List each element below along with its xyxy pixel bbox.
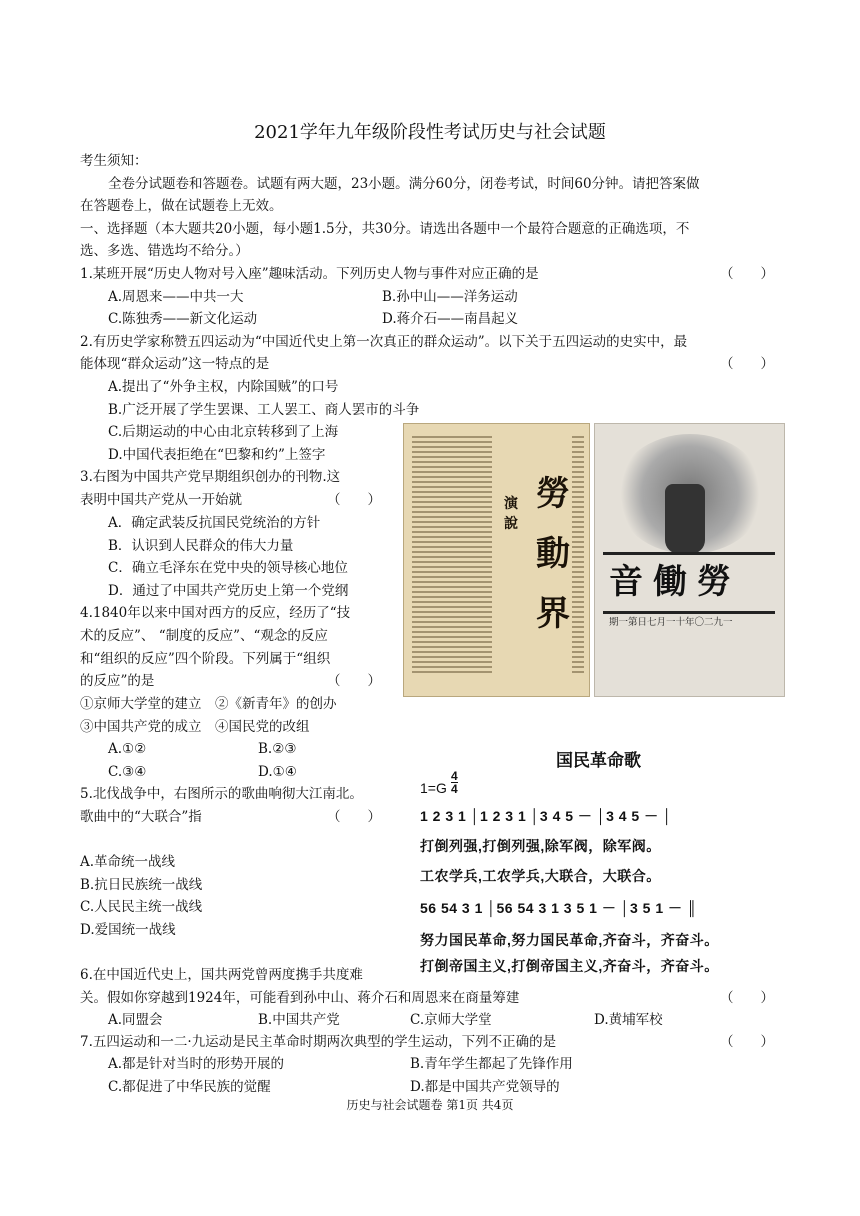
q3-option-b: B．认识到人民群众的伟大力量 [108,538,294,554]
q4-stem-1: 4.1840年以来中国对西方的反应，经历了“技 [80,605,351,621]
q5-option-b: B.抗日民族统一战线 [80,877,203,893]
q3-answer-paren: （ ） [327,492,381,508]
song-notes-1: 1 2 3 1 │1 2 3 1 │3 4 5 － │3 4 5 － │ [420,808,673,824]
page-footer: 历史与社会试题卷 第1页 共4页 [346,1098,514,1112]
page-title: 2021学年九年级阶段性考试历史与社会试题 [254,122,606,143]
q3-stem-2: 表明中国共产党从一开始就 [80,492,242,508]
notice-heading: 考生须知： [80,153,148,169]
q5-stem-2: 歌曲中的“大联合”指 [80,809,202,825]
q6-option-c: C.京师大学堂 [410,1012,492,1028]
q1-option-b: B.孙中山——洋务运动 [382,289,518,305]
notice-line-1: 全卷分试题卷和答题卷。试题有两大题，23小题。满分60分，闭卷考试，时间60分钟。请把答案做 [108,176,700,192]
q4-answer-paren: （ ） [327,673,381,689]
notice-line-2: 在答题卷上，做在试题卷上无效。 [80,198,283,214]
q2-option-d: D.中国代表拒绝在“巴黎和约”上签字 [108,447,326,463]
q4-option-b: B.②③ [258,741,297,757]
q1-option-a: A.周恩来——中共一大 [108,289,244,305]
q2-answer-paren: （ ） [720,356,774,372]
q5-stem-1: 5.北伐战争中，右图所示的歌曲响彻大江南北。 [80,786,363,802]
q6-stem-1: 6.在中国近代史上，国共两党曾两度携手共度难 [80,967,363,983]
q1-option-c: C.陈独秀——新文化运动 [108,311,258,327]
q1-option-d: D.蒋介石——南昌起义 [382,311,519,327]
q2-stem-1: 2.有历史学家称赞五四运动为“中国近代史上第一次真正的群众运动”。以下关于五四运动的史实中，最 [80,334,688,350]
song-key: 1=G [420,780,447,796]
q7-option-c: C.都促进了中华民族的觉醒 [108,1079,271,1095]
q6-option-d: D.黄埔军校 [594,1012,663,1028]
section-heading-1: 一、选择题（本大题共20小题，每小题1.5分，共30分。请选出各题中一个最符合题意的正确选项，不 [80,221,690,237]
q7-answer-paren: （ ） [720,1034,774,1050]
q2-stem-2: 能体现“群众运动”这一特点的是 [80,356,270,372]
q7-stem: 7.五四运动和一二·九运动是民主革命时期两次典型的学生运动，下列不正确的是 [80,1034,557,1050]
q1-answer-paren: （ ） [720,266,774,282]
q3-stem-1: 3.右图为中国共产党早期组织创办的刊物.这 [80,469,341,485]
q5-answer-paren: （ ） [327,809,381,825]
time-signature-top: 4 [451,769,458,783]
q1-stem: 1.某班开展“历史人物对号入座”趣味活动。下列历史人物与事件对应正确的是 [80,266,539,282]
q5-option-a: A.革命统一战线 [80,854,176,870]
journal-issue-date: 期一第日七月一十年〇二九一 [609,617,733,628]
song-lyric-3: 努力国民革命,努力国民革命,齐奋斗，齐奋斗。 [420,932,719,948]
q4-stem-3: 和“组织的反应”四个阶段。下列属于“组织 [80,651,331,667]
q4-option-c: C.③④ [108,764,147,780]
song-time-signature [451,770,458,795]
journal-title: 勞動界 [536,474,570,634]
q2-option-b: B.广泛开展了学生罢课、工人罢工、商人罢市的斗争 [108,402,420,418]
q4-stem-2: 术的反应”、 “制度的反应”、“观念的反应 [80,628,328,644]
song-title: 国民革命歌 [556,751,641,770]
torch-hand-illustration [665,484,705,554]
laodongyin-journal-image [594,423,785,697]
q6-stem-2: 关。假如你穿越到1924年，可能看到孙中山、蒋介石和周恩来在商量筹建 [80,990,520,1006]
q2-option-a: A.提出了“外争主权，内除国贼”的口号 [108,379,339,395]
section-heading-2: 选、多选、错选均不给分。） [80,243,249,259]
q6-option-b: B.中国共产党 [258,1012,340,1028]
q5-option-c: C.人民民主统一战线 [80,899,203,915]
q6-option-a: A.同盟会 [108,1012,163,1028]
song-lyric-2: 工农学兵,工农学兵,大联合，大联合。 [420,868,661,884]
q4-option-d: D.①④ [258,764,297,780]
journal-subheading: 演說 [504,496,518,532]
q2-option-c: C.后期运动的中心由北京转移到了上海 [108,424,339,440]
q4-items-1: ①京师大学堂的建立 ②《新青年》的创办 [80,696,337,712]
journal-banner-title: 音働勞 [609,562,741,602]
q7-option-b: B.青年学生都起了先锋作用 [410,1056,573,1072]
q7-option-a: A.都是针对当时的形势开展的 [108,1056,285,1072]
time-signature-bottom: 4 [451,782,458,796]
q3-option-c: C．确立毛泽东在党中央的领导核心地位 [108,560,348,576]
song-notes-2: 56 54 3 1 │56 54 3 1 3 5 1 － │3 5 1 － ║ [420,900,698,916]
q5-option-d: D.爱国统一战线 [80,922,176,938]
q6-answer-paren: （ ） [720,990,774,1006]
laodongjie-journal-image [403,423,590,697]
song-lyric-1: 打倒列强,打倒列强,除军阀，除军阀。 [420,838,661,854]
national-revolution-song [418,740,788,980]
q4-stem-4: 的反应”的是 [80,673,155,689]
song-lyric-4: 打倒帝国主义,打倒帝国主义,齐奋斗，齐奋斗。 [420,958,719,974]
q4-option-a: A.①② [108,741,147,757]
q7-option-d: D.都是中国共产党领导的 [410,1079,560,1095]
q3-option-d: D．通过了中国共产党历史上第一个党纲 [108,583,349,599]
q4-items-2: ③中国共产党的成立 ④国民党的改组 [80,719,310,735]
q3-option-a: A．确定武装反抗国民党统治的方针 [108,515,321,531]
